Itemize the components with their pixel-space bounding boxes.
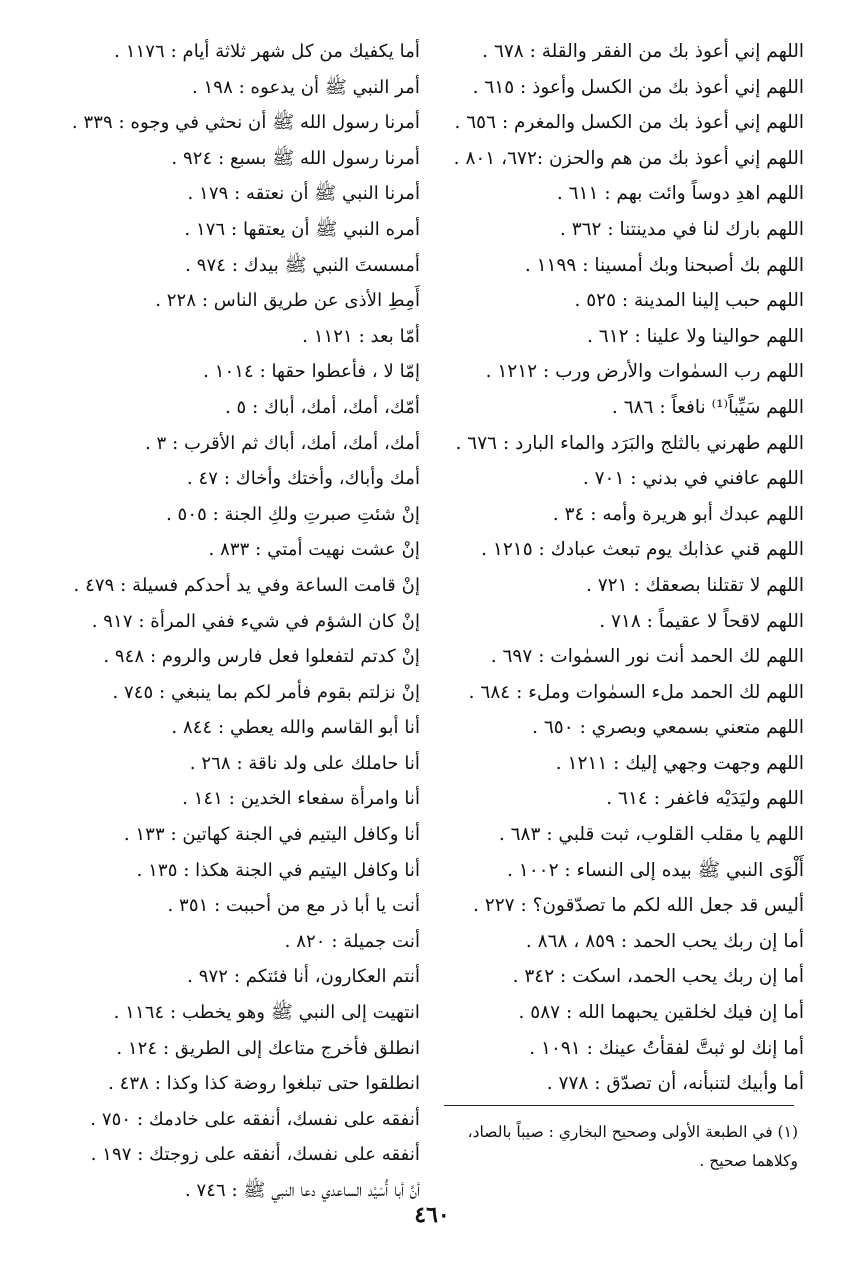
index-entry: أنا أبو القاسم والله يعطي : ٨٤٤ . [171,717,420,739]
index-entry: أما إنك لو ثبتَّ لفقأتُ عينك : ١٠٩١ . [529,1037,804,1059]
footnote-line: وكلاهما صحيح . [699,1152,798,1170]
index-entry: أنَّ أبا أُسَيْد الساعدي دعا النبي ﷺ : ٧٤٦ . [184,1180,420,1201]
index-entry: أَلْوَى النبي ﷺ بيده إلى النساء : ١٠٠٢ . [507,859,804,881]
index-entry: أما إن فيك لخلقين يحبهما الله : ٥٨٧ . [518,1002,804,1024]
index-entry: أنا وكافل اليتيم في الجنة كهاتين : ١٣٣ . [123,824,420,846]
index-entry: أما وأبيك لتنبأنه، أن تصدّق : ٧٧٨ . [546,1073,804,1095]
index-entry: أما يكفيك من كل شهر ثلاثة أيام : ١١٧٦ . [114,41,420,62]
index-entry: أنا وكافل اليتيم في الجنة هكذا : ١٣٥ . [136,859,420,881]
index-entry: اللهم قني عذابك يوم تبعث عبادك : ١٢١٥ . [481,539,804,561]
index-entry: أَمِطِ الأذى عن طريق الناس : ٢٢٨ . [155,290,420,312]
right-column [434,34,804,1102]
index-entry: إنْ عشت نهيت أمتي : ٨٣٣ . [208,539,420,561]
index-entry: اللهم يا مقلب القلوب، ثبت قلبي : ٦٨٣ . [498,824,804,846]
index-entry: إنْ شئتِ صبرتِ ولكِ الجنة : ٥٠٥ . [165,503,420,525]
index-entry: أنا وامرأة سفعاء الخدين : ١٤١ . [182,788,420,810]
index-entry: اللهم حوالينا ولا علينا : ٦١٢ . [587,325,804,347]
index-entry: أنت جميلة : ٨٢٠ . [284,930,420,952]
index-entry: انطلقوا حتى تبلغوا روضة كذا وكذا : ٤٣٨ . [108,1073,420,1095]
index-entry: اللهم إني أعوذ بك من الكسل والمغرم : ٦٥٦ . [454,112,804,134]
footnote [428,1118,798,1176]
index-entry: أمر النبي ﷺ أن يدعوه : ١٩٨ . [191,76,420,98]
index-entry: أمك وأباك، وأختك وأخاك : ٤٧ . [186,468,420,490]
index-entry: أما إن ربك يحب الحمد، اسكت : ٣٤٢ . [512,966,804,988]
index-entry: أمرنا النبي ﷺ أن نعتقه : ١٧٩ . [187,183,420,205]
index-entry: أمّا بعد : ١١٢١ . [302,325,420,347]
index-entry: أمره النبي ﷺ أن يعتقها : ١٧٦ . [184,218,420,240]
index-entry: أنفقه على نفسك، أنفقه على خادمك : ٧٥٠ . [90,1108,420,1130]
index-entry: اللهم عافني في بدني : ٧٠١ . [582,468,804,490]
index-entry: اللهم لك الحمد أنت نور السمٰوات : ٦٩٧ . [490,646,804,668]
index-entry: انتهيت إلى النبي ﷺ وهو يخطب : ١١٦٤ . [113,1002,420,1024]
index-entry: اللهم طهرني بالثلج والبَرَد والماء البارد : ٦٧٦ . [455,432,804,454]
index-entry: إنْ كان الشؤم في شيء ففي المرأة : ٩١٧ . [91,610,420,632]
page-number: ٤٦٠ [414,1202,450,1228]
index-entry: اللهم سَيِّباً⁽¹⁾ نافعاً : ٦٨٦ . [611,396,804,418]
index-entry: اللهم بك أصبحنا وبك أمسينا : ١١٩٩ . [524,254,804,276]
index-entry: إنْ قامت الساعة وفي يد أحدكم فسيلة : ٤٧٩ . [73,574,420,596]
index-entry: اللهم إني أعوذ بك من هم والحزن :٦٧٢، ٨٠١ . [453,147,804,169]
left-column [42,34,420,1209]
index-entry: أمّك، أمك، أمك، أباك : ٥ . [224,396,420,418]
index-entry: إنْ كدتم لتفعلوا فعل فارس والروم : ٩٤٨ . [103,646,420,668]
index-entry: اللهم عبدك أبو هريرة وأمه : ٣٤ . [552,503,804,525]
index-entry: اللهم وجهت وجهي إليك : ١٢١١ . [555,752,804,774]
index-entry: اللهم حبب إلينا المدينة : ٥٢٥ . [574,290,804,312]
index-entry: اللهم لك الحمد ملء السمٰوات وملء : ٦٨٤ . [468,681,804,703]
index-entry: انطلق فأخرج متاعك إلى الطريق : ١٢٤ . [116,1037,420,1059]
index-entry: أنت يا أبا ذر مع من أحببت : ٣٥١ . [167,895,420,917]
index-entry: اللهم وليَدَيْه فاغفر : ٦١٤ . [606,788,804,810]
index-entry: اللهم إني أعوذ بك من الكسل وأعوذ : ٦١٥ . [472,76,804,98]
index-entry: اللهم لا تقتلنا بصعقك : ٧٢١ . [585,574,804,596]
index-entry: أمسستَ النبي ﷺ بيدك : ٩٧٤ . [185,254,420,276]
index-entry: اللهم متعني بسمعي وبصري : ٦٥٠ . [532,717,804,739]
index-entry: اللهم بارك لنا في مدينتنا : ٣٦٢ . [559,218,804,240]
index-entry: أنفقه على نفسك، أنفقه على زوجتك : ١٩٧ . [90,1144,420,1166]
index-entry: اللهم رب السمٰوات والأرض ورب : ١٢١٢ . [485,361,804,383]
index-entry: أمك، أمك، أمك، أباك ثم الأقرب : ٣ . [144,432,420,454]
index-entry: اللهم اهدِ دوساً وائت بهم : ٦١١ . [556,183,804,205]
index-entry: اللهم إني أعوذ بك من الفقر والقلة : ٦٧٨ . [482,41,804,62]
footnote-line: (١) في الطبعة الأولى وصحيح البخاري : صيباً بالصاد، [467,1123,798,1141]
index-entry: أمرنا رسول الله ﷺ بسبع : ٩٢٤ . [171,147,420,169]
index-entry: أليس قد جعل الله لكم ما تصدّقون؟ : ٢٢٧ . [473,895,804,917]
index-entry: إمّا لا ، فأعطوا حقها : ١٠١٤ . [203,361,420,383]
index-entry: أما إن ربك يحب الحمد : ٨٥٩ ، ٨٦٨ . [525,930,804,952]
index-entry: أنا حاملك على ولد ناقة : ٢٦٨ . [189,752,420,774]
index-entry: أنتم العكارون، أنا فئتكم : ٩٧٢ . [187,966,420,988]
index-entry: أمرنا رسول الله ﷺ أن نحثي في وجوه : ٣٣٩ . [71,112,420,134]
index-entry: اللهم لاقحاً لا عقيماً : ٧١٨ . [599,610,804,632]
footnote-divider [444,1105,794,1106]
index-entry: إنْ نزلتم بقوم فأمر لكم بما ينبغي : ٧٤٥ . [112,681,420,703]
